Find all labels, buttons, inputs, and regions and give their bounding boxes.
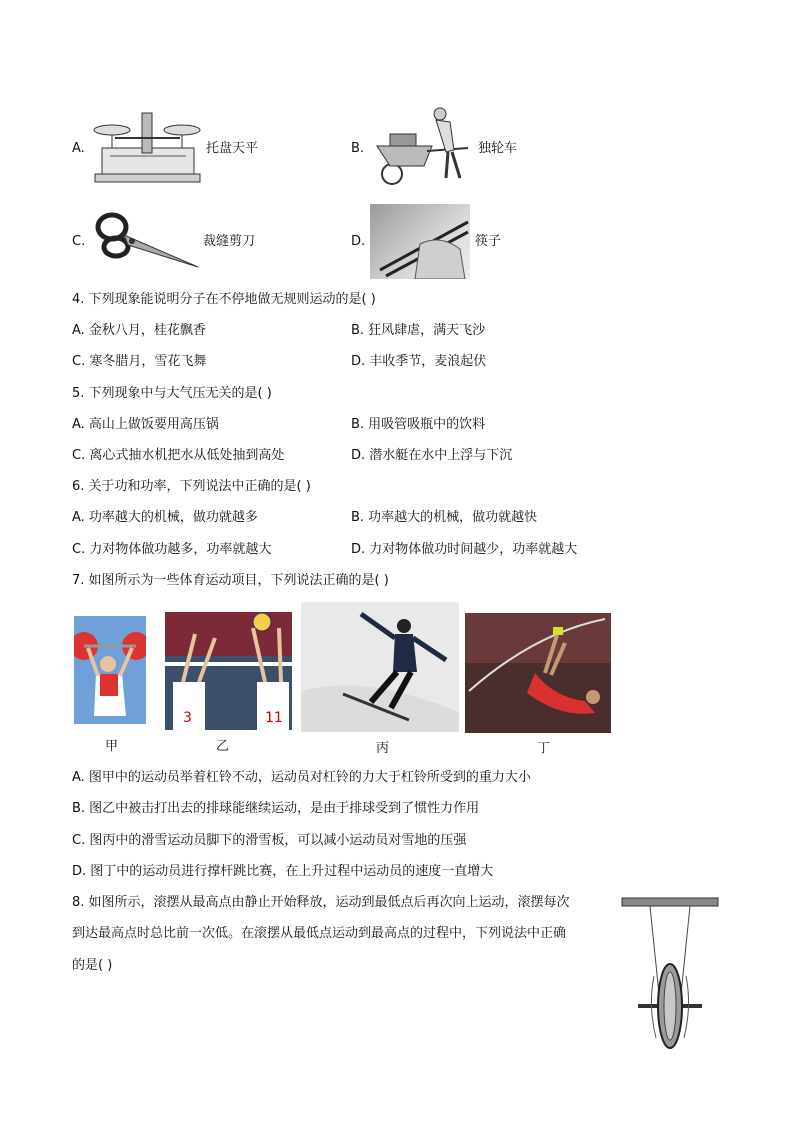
- q4-option-d: D. 丰收季节，麦浪起伏: [351, 354, 487, 369]
- caption-bing: 丙: [376, 741, 390, 756]
- q5-option-d: D. 潜水艇在水中上浮与下沉: [351, 448, 513, 463]
- q6-option-b: B. 功率越大的机械，做功就越快: [351, 510, 538, 525]
- q8-line-3: 的是( ): [72, 958, 113, 973]
- q5-stem: 5. 下列现象中与大气压无关的是( ): [72, 386, 272, 401]
- option-a-label: 托盘天平: [206, 141, 259, 156]
- chopsticks-photo: [370, 204, 470, 279]
- caption-ding: 丁: [537, 741, 551, 756]
- wheelbarrow-figure: [372, 106, 472, 188]
- q6-stem: 6. 关于功和功率，下列说法中正确的是( ): [72, 479, 311, 494]
- q8-line-1: 8. 如图所示，滚摆从最高点由静止开始释放，运动到最低点后再次向上运动，滚摆每次: [72, 895, 570, 910]
- q7-option-d: D. 图丁中的运动员进行撑杆跳比赛，在上升过程中运动员的速度一直增大: [72, 864, 494, 879]
- q5-option-a: A. 高山上做饭要用高压锅: [72, 417, 219, 432]
- q7-stem: 7. 如图所示为一些体育运动项目，下列说法正确的是( ): [72, 573, 389, 588]
- q8-line-2: 到达最高点时总比前一次低。在滚摆从最低点运动到最高点的过程中，下列说法中正确: [72, 926, 567, 941]
- q4-option-a: A. 金秋八月，桂花飘香: [72, 323, 206, 338]
- option-c-letter: C.: [72, 234, 86, 249]
- ski-jump-photo: [301, 602, 459, 732]
- pole-vault-photo: [465, 613, 611, 733]
- q4-stem: 4. 下列现象能说明分子在不停地做无规则运动的是( ): [72, 292, 376, 307]
- option-b-label: 独轮车: [478, 141, 518, 156]
- q6-option-d: D. 力对物体做功时间越少，功率就越大: [351, 542, 578, 557]
- q6-option-c: C. 力对物体做功越多，功率就越大: [72, 542, 272, 557]
- option-a-letter: A.: [72, 141, 85, 156]
- option-d-letter: D.: [351, 234, 366, 249]
- q7-option-a: A. 图甲中的运动员举着杠铃不动，运动员对杠铃的力大于杠铃所受到的重力大小: [72, 770, 531, 785]
- option-c-label: 裁缝剪刀: [203, 234, 256, 249]
- svg-text:11: 11: [265, 710, 283, 726]
- svg-text:3: 3: [183, 710, 192, 726]
- balance-scale-figure: [90, 108, 205, 186]
- q4-option-c: C. 寒冬腊月，雪花飞舞: [72, 354, 207, 369]
- q5-option-c: C. 离心式抽水机把水从低处抽到高处: [72, 448, 285, 463]
- q6-option-a: A. 功率越大的机械，做功就越多: [72, 510, 258, 525]
- maxwell-pendulum-figure: [620, 896, 720, 1056]
- caption-yi: 乙: [216, 739, 230, 754]
- weightlifting-photo: [74, 616, 146, 724]
- q4-option-b: B. 狂风肆虐，满天飞沙: [351, 323, 486, 338]
- option-d-label: 筷子: [475, 234, 502, 249]
- caption-jia: 甲: [105, 739, 119, 754]
- scissors-figure: [92, 205, 200, 275]
- q5-option-b: B. 用吸管吸瓶中的饮料: [351, 417, 486, 432]
- volleyball-photo: [165, 612, 292, 730]
- q7-option-c: C. 图丙中的滑雪运动员脚下的滑雪板，可以减小运动员对雪地的压强: [72, 833, 467, 848]
- q7-option-b: B. 图乙中被击打出去的排球能继续运动，是由于排球受到了惯性力作用: [72, 801, 480, 816]
- option-b-letter: B.: [351, 141, 365, 156]
